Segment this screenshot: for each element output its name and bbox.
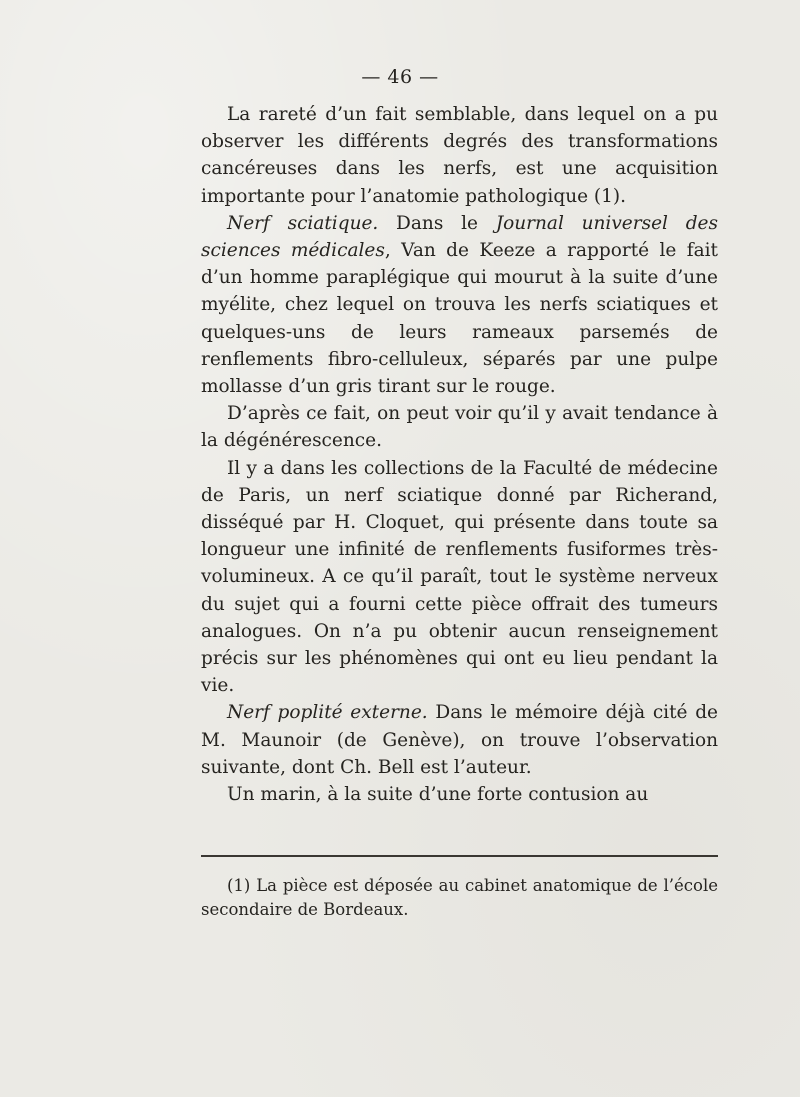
journal-title: Journal universel des sciences médicales [201, 212, 718, 262]
paragraph-sciatic-nerve [201, 210, 718, 400]
page-number: — 46 — [361, 66, 439, 88]
paragraph-text: Un marin, à la suite d’une forte contusion au [227, 784, 649, 806]
paragraph-text: , Van de Keeze a rapporté le fait d’un homme paraplégique qui mourut à la suite d’une myélite, chez lequel on trouva les nerfs sciatiques et quelques-uns de leurs rameaux parsemés de renflements fibro-celluleux, séparés par une pulpe mollasse d’un gris tirant sur le rouge. [201, 240, 718, 398]
paragraph-cancer-transformations [201, 101, 718, 210]
footnote-divider [201, 855, 718, 857]
footnote-text: (1) La pièce est déposée au cabinet anatomique de l’école secondaire de Bordeaux. [201, 876, 718, 919]
paragraph-sailor-case [201, 781, 718, 808]
paragraph-degeneration [201, 400, 718, 454]
section-label-popliteal-nerve: Nerf poplité externe. [227, 702, 428, 724]
paragraph-text: La rareté d’un fait semblable, dans lequel on a pu observer les différents degrés des transformations cancéreuses dans les nerfs, est une acquisition importante pour l’anatomie pathologique (1). [201, 104, 718, 207]
paragraph-paris-collection [201, 455, 718, 700]
paragraph-text-prefix: Dans le [378, 212, 496, 234]
paragraph-text: Il y a dans les collections de la Faculté de médecine de Paris, un nerf sciatique donné par Richerand, disséqué par H. Cloquet, qui présente dans toute sa longueur une infinité de renflements fusiformes très-volumineux. A ce qu’il paraît, tout le système nerveux du sujet qui a fourni cette pièce offrait des tumeurs analogues. On n’a pu obtenir aucun renseignement précis sur les phénomènes qui ont eu lieu pendant la vie. [201, 457, 718, 697]
section-label-sciatic-nerve: Nerf sciatique. [227, 212, 379, 234]
main-text-block [201, 101, 718, 808]
footnote [201, 874, 718, 922]
paragraph-text: D’après ce fait, on peut voir qu’il y avait tendance à la dégénérescence. [201, 403, 718, 452]
paragraph-text: Dans le mémoire déjà cité de M. Maunoir (de Genève), on trouve l’observation suivante, dont Ch. Bell est l’auteur. [201, 702, 718, 778]
paragraph-popliteal-nerve [201, 699, 718, 781]
